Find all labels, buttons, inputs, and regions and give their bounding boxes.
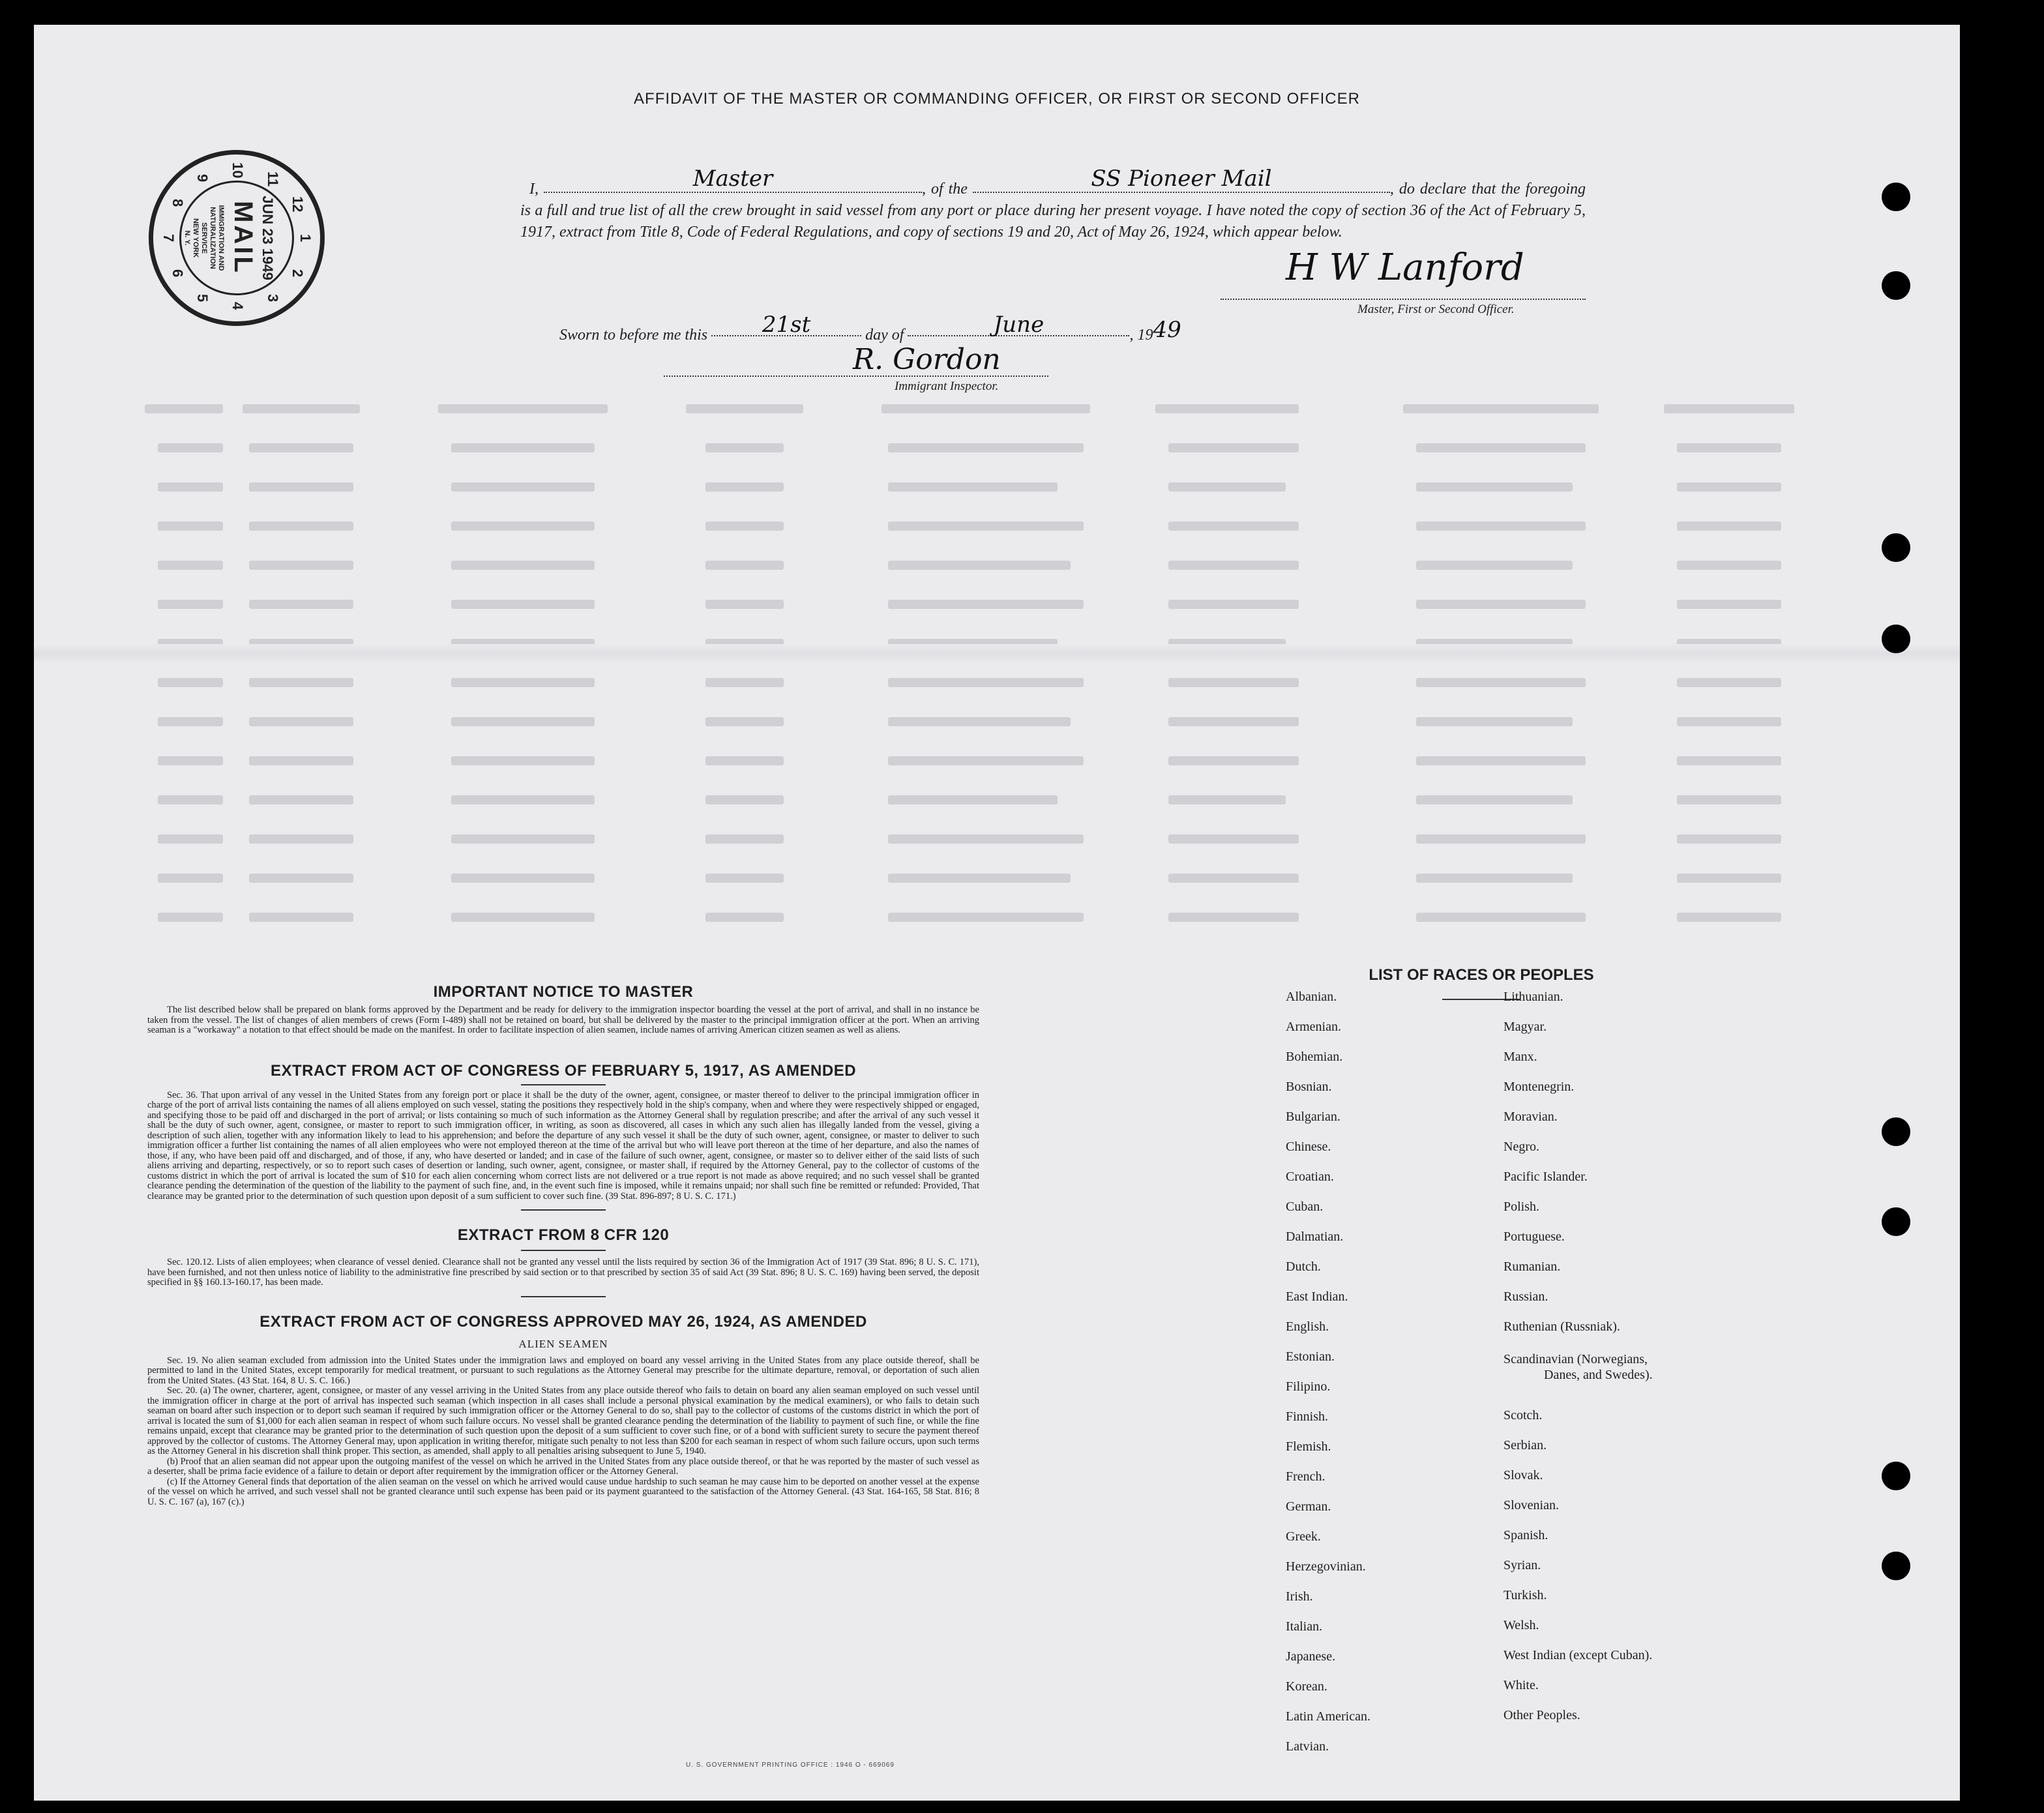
race-item: Filipino. bbox=[1286, 1379, 1331, 1394]
race-item: Danes, and Swedes). bbox=[1544, 1368, 1653, 1382]
race-item: Croatian. bbox=[1286, 1170, 1334, 1184]
race-item: Japanese. bbox=[1286, 1649, 1336, 1664]
race-item: French. bbox=[1286, 1469, 1326, 1484]
master-signature-label: Master, First or Second Officer. bbox=[1357, 302, 1515, 316]
race-item: Manx. bbox=[1503, 1050, 1537, 1064]
race-item: Lithuanian. bbox=[1503, 990, 1563, 1004]
race-item: Greek. bbox=[1286, 1529, 1321, 1544]
extract-1924-sec20c: (c) If the Attorney General finds that deportation of the alien seaman on the vessel on which he arrived would cause undue hardship to such seaman he may cause him to be deported on another vessel at the expense of the vessel on which he arrived, and such vessel shall not be granted clearance until such expense has been paid or its payment guaranteed to the satisfaction of the Attorney General. (43 Stat. 164-165, 58 Stat. 816; 8 U. S. C. 167 (a), 167 (c).) bbox=[147, 1476, 979, 1507]
race-item: Turkish. bbox=[1503, 1588, 1547, 1602]
race-item: Dutch. bbox=[1286, 1260, 1321, 1274]
race-item: Cuban. bbox=[1286, 1200, 1324, 1214]
extract-1924-sec19: Sec. 19. No alien seaman excluded from admission into the United States under the immigration laws and employed on board any vessel arriving in the United States from any place outside thereof, shall be permitted to land in the United States, except temporarily for medical treatment, or pursuant to such regulations as the Attorney General may prescribe for the ultimate departure, removal, or deportation of such alien from the United States. (43 Stat. 164, 8 U. S. C. 166.) bbox=[147, 1355, 979, 1386]
race-item: Armenian. bbox=[1286, 1020, 1341, 1034]
stamp-date: JUN 23 1949 bbox=[259, 196, 276, 280]
race-item: Finnish. bbox=[1286, 1409, 1329, 1424]
notice-title: IMPORTANT NOTICE TO MASTER bbox=[433, 983, 694, 1001]
race-item: East Indian. bbox=[1286, 1290, 1348, 1304]
sworn-day-field: 21st bbox=[711, 319, 861, 336]
race-item: Irish. bbox=[1286, 1589, 1313, 1604]
paper-crease bbox=[34, 644, 1960, 664]
master-signature-block bbox=[1221, 246, 1612, 331]
sworn-month-field: June bbox=[908, 319, 1129, 336]
race-item: Bosnian. bbox=[1286, 1080, 1332, 1094]
race-item: Slovenian. bbox=[1503, 1498, 1559, 1512]
race-item: German. bbox=[1286, 1499, 1331, 1514]
race-item: West Indian (except Cuban). bbox=[1503, 1648, 1653, 1662]
race-item: Moravian. bbox=[1503, 1110, 1558, 1124]
document-page bbox=[34, 25, 1960, 1801]
race-item: Rumanian. bbox=[1503, 1260, 1561, 1274]
race-item: English. bbox=[1286, 1319, 1329, 1334]
race-item: Bulgarian. bbox=[1286, 1110, 1340, 1124]
extract-1924-title: EXTRACT FROM ACT OF CONGRESS APPROVED MAY 26, 1924, AS AMENDED bbox=[259, 1312, 867, 1331]
inspector-label: Immigrant Inspector. bbox=[895, 379, 999, 393]
stamp-agency: IMMIGRATION AND NATURALIZATION SERVICE NEW YORK N. Y. bbox=[183, 205, 225, 271]
extract-cfr-text: Sec. 120.12. Lists of alien employees; when clearance of vessel denied. Clearance shall not be granted any vessel until the lists required by section 36 of the Immigration Act of 1917 (39 Stat. 896; 8 U. S. C. 171), have been furnished, and not then unless notice of liability to the administrative fine prescribed by said section or to that prescribed by section 35 of said Act (39 Stat. 896; 8 U. S. C. 169) having been served, the deposit specified in §§ 160.13-160.17, has been made. bbox=[147, 1257, 979, 1288]
sworn-year: 49 bbox=[1153, 317, 1181, 343]
inspector-signature-block bbox=[664, 343, 1055, 402]
race-item: Syrian. bbox=[1503, 1558, 1541, 1572]
race-item: Montenegrin. bbox=[1503, 1080, 1575, 1094]
affidavit-title: AFFIDAVIT OF THE MASTER OR COMMANDING OFFICER, OR FIRST OR SECOND OFFICER bbox=[634, 90, 1360, 108]
declaration-body: that the foregoing is a full and true list of all the crew brought in said vessel from any port or place during her present voyage. I have noted the copy of section 36 of the Act of February 5, 1917, extract from Title 8, Code of Federal Regulations, and copy of sections 19 and 20, Act of May 26, 1924, which appear below. bbox=[520, 181, 1586, 241]
stamp-mail-label: MAIL bbox=[229, 201, 258, 275]
race-item: Latin American. bbox=[1286, 1709, 1370, 1724]
race-item: Negro. bbox=[1503, 1140, 1539, 1154]
race-item: Latvian. bbox=[1286, 1739, 1329, 1754]
race-item: Korean. bbox=[1286, 1679, 1327, 1694]
legal-extracts-column bbox=[147, 983, 979, 1507]
races-title: LIST OF RACES OR PEOPLES bbox=[1369, 966, 1594, 984]
race-item: Ruthenian (Russniak). bbox=[1503, 1319, 1620, 1334]
race-item: Estonian. bbox=[1286, 1349, 1335, 1364]
extract-cfr-title: EXTRACT FROM 8 CFR 120 bbox=[457, 1226, 670, 1244]
race-item: Welsh. bbox=[1503, 1618, 1539, 1632]
race-item: Spanish. bbox=[1503, 1528, 1548, 1542]
alien-seamen-subtitle: ALIEN SEAMEN bbox=[518, 1337, 608, 1350]
declarant-name-field: Master bbox=[544, 176, 922, 193]
race-item: Slovak. bbox=[1503, 1468, 1543, 1482]
immigration-mail-stamp: JUN 23 1949 MAIL IMMIGRATION AND NATURALIZATION SERVICE NEW YORK N. Y. 1 2 3 4 5 6 7 8 9 10 11 12 bbox=[149, 150, 325, 326]
race-item: Herzegovinian. bbox=[1286, 1559, 1366, 1574]
race-item: Scandinavian (Norwegians, bbox=[1503, 1352, 1648, 1366]
sworn-line: Sworn to before me this 21st day of June , 1949 bbox=[559, 312, 1181, 344]
notice-text: The list described below shall be prepared on blank forms approved by the Department and be ready for delivery to the immigration inspector boarding the vessel at the port of arrival, and shall in no instance be taken from the vessel. The list of changes of alien members of crews (Form I-489) shall not be retained on board, but shall be delivered by the master to the principal immigration officer at the port. When an arriving seaman is a "workaway" a notation to that effect should be made on the manifest. In order to facilitate inspection of alien seamen, include names of arriving American citizen seamen as well as aliens. bbox=[147, 1005, 979, 1035]
race-item: Chinese. bbox=[1286, 1140, 1331, 1154]
master-signature: H W Lanford bbox=[1286, 246, 1524, 289]
race-item: Flemish. bbox=[1286, 1439, 1331, 1454]
race-item: Albanian. bbox=[1286, 990, 1337, 1004]
race-item: Other Peoples. bbox=[1503, 1708, 1580, 1722]
declaration-paragraph: I, Master , of the SS Pioneer Mail , do declare that the foregoing is a full and true list of all the crew brought in said vessel from any port or place during her present voyage. I have noted the copy of section 36 of the Act of February 5, 1917, extract from Title 8, Code of Federal Regulations, and copy of sections 19 and 20, Act of May 26, 1924, which appear below. bbox=[520, 166, 1586, 241]
race-item: Pacific Islander. bbox=[1503, 1170, 1588, 1184]
race-item: White. bbox=[1503, 1678, 1539, 1692]
extract-1924-sec20b: (b) Proof that an alien seaman did not appear upon the outgoing manifest of the vessel on which he arrived in the United States from any place outside thereof, or that he was reported by the master of such vessel as a deserter, shall be prima facie evidence of a failure to detain or deport after requirement by the immigration officer or the Attorney General. bbox=[147, 1456, 979, 1477]
extract-1917-title: EXTRACT FROM ACT OF CONGRESS OF FEBRUARY 5, 1917, AS AMENDED bbox=[270, 1061, 857, 1080]
race-item: Dalmatian. bbox=[1286, 1230, 1344, 1244]
race-item: Russian. bbox=[1503, 1290, 1548, 1304]
race-item: Scotch. bbox=[1503, 1408, 1543, 1422]
race-item: Italian. bbox=[1286, 1619, 1323, 1634]
race-item: Polish. bbox=[1503, 1200, 1540, 1214]
extract-1924-sec20a: Sec. 20. (a) The owner, charterer, agent, consignee, or master of any vessel arriving in the United States from any place outside thereof who fails to detain on board any alien seaman employed on such vessel until the immigration officer in charge at the port of arrival has inspected such seaman (which inspection in all cases shall include a personal physical examination by the medical examiners), or who fails to detain such seaman on board after such inspection or to deport such seaman if required by such immigration officer or the Attorney General to do so, shall pay to the collector of customs of the customs district in which the port of arrival is located the sum of $1,000 for each alien seaman in respect of whom such failure occurs. No vessel shall be granted clearance pending the determination of the liability to payment of such fine, or while the fine remains unpaid, except that clearance may be granted prior to the determination of such question upon the deposit of a sum sufficient to cover such fine, or of a bond with sufficient surety to secure the payment thereof approved by the collector of customs. The Attorney General may, upon application in writing therefor, mitigate such penalty to not less than $200 for each seaman in respect of whom such failure occurs, upon such terms as the Attorney General in his discretion shall think proper. This section, as amended, shall apply to all penalties arising subsequent to June 5, 1940. bbox=[147, 1385, 979, 1456]
race-item: Magyar. bbox=[1503, 1020, 1547, 1034]
inspector-signature: R. Gordon bbox=[853, 343, 1001, 376]
race-item: Bohemian. bbox=[1286, 1050, 1343, 1064]
race-item: Serbian. bbox=[1503, 1438, 1547, 1452]
extract-1917-text: Sec. 36. That upon arrival of any vessel in the United States from any foreign port or place it shall be the duty of the owner, agent, consignee, or master thereof to deliver to the principal immigration officer in charge of the port of arrival lists containing the names of all aliens employed on such vessel, stating the positions they respectively hold in the ship's company, when and where they were respectively shipped or engaged, and specifying those to be paid off and discharged in the port of arrival; or lists containing so much of such information as the Attorney General shall by regulation prescribe; and after the arrival of any such vessel it shall be the duty of such owner, agent, consignee, or master to report to such immigration officer, in writing, as soon as discovered, all cases in which any such alien has illegally landed from the vessel, giving a description of such alien, together with any information likely to lead to his apprehension; and before the departure of any such vessel it shall be the duty of such owner, agent, consignee, or master to deliver to such immigration officer a further list containing the names of all alien employees who were not employed thereon at the time of the arrival but who will leave port thereon at the time of her departure, and also the names of those, if any, who have been paid off and discharged, and of those, if any, who have deserted or landed; and in case of the failure of such owner, agent, consignee, or master so to deliver either of the said lists of such aliens arriving and departing, respectively, or so to report such cases of desertion or landing, such owner, agent, consignee, or master shall, if required by the Attorney General, pay to the collector of customs of the customs district in which the port of arrival is located the sum of $10 for each alien concerning whom correct lists are not delivered or a true report is not made as above required; and no such vessel shall be granted clearance pending the determination of the question of the liability to the payment of such fine, and, in the event such fine is imposed, while it remains unpaid; nor shall such fine be remitted or refunded: Provided, That clearance may be granted prior to the determination of such question upon deposit of a sum sufficient to cover such fine. (39 Stat. 896-897; 8 U. S. C. 171.) bbox=[147, 1089, 979, 1201]
vessel-name-field: SS Pioneer Mail bbox=[973, 176, 1390, 193]
printing-office-imprint: U. S. GOVERNMENT PRINTING OFFICE : 1946 O - 669069 bbox=[686, 1761, 895, 1769]
race-item: Portuguese. bbox=[1503, 1230, 1565, 1244]
